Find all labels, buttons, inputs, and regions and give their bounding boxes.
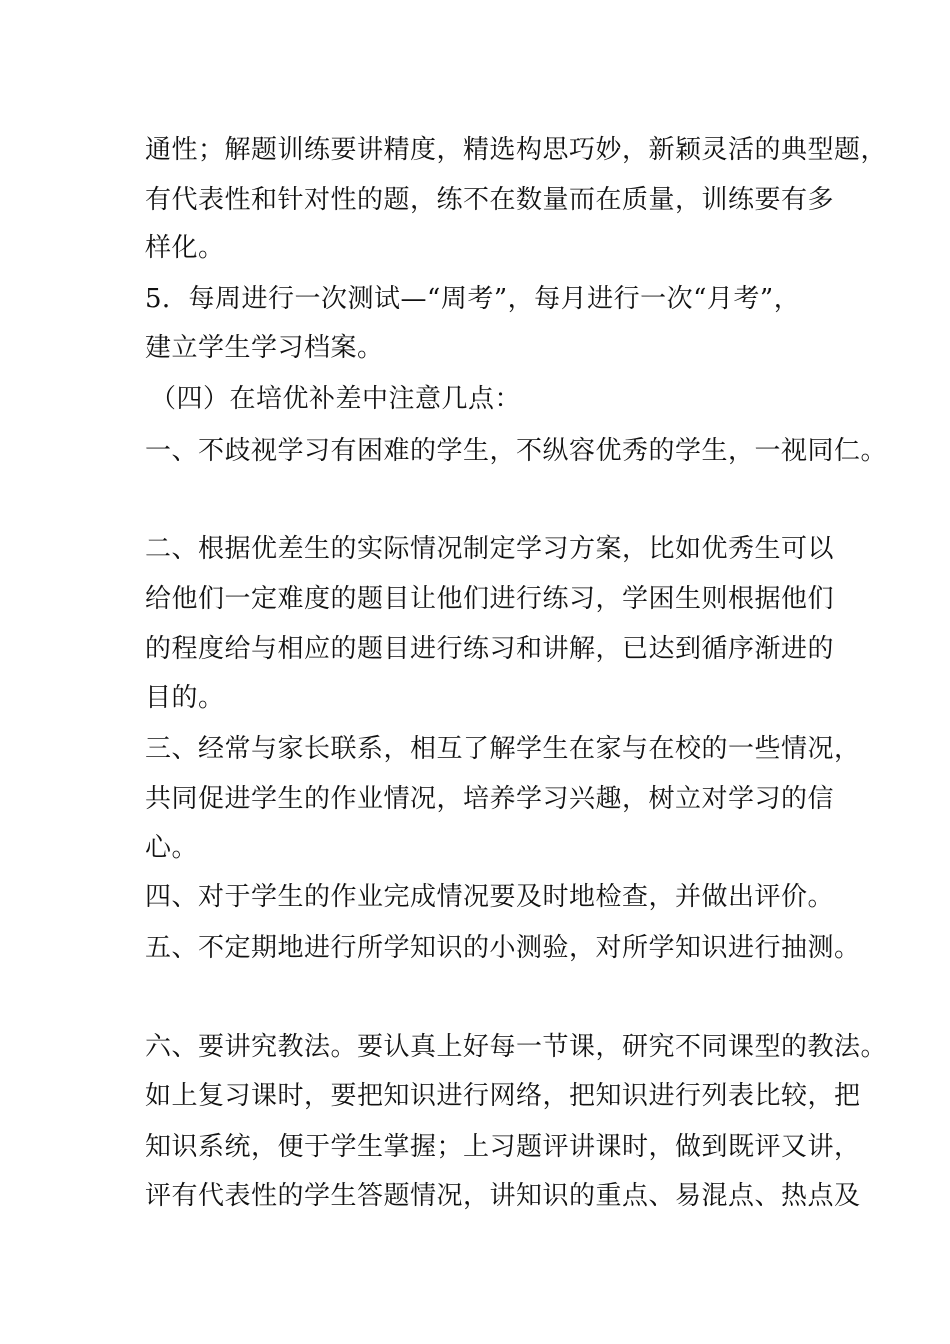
text-line: 建立学生学习档案。	[145, 333, 384, 363]
text-line: 评有代表性的学生答题情况，讲知识的重点、易混点、热点及	[145, 1181, 861, 1211]
text-line: 共同促进学生的作业情况，培养学习兴趣，树立对学习的信	[145, 784, 835, 814]
text-line: 样化。	[145, 233, 225, 263]
text-line: 有代表性和针对性的题，练不在数量而在质量，训练要有多	[145, 185, 835, 215]
text-line: 如上复习课时，要把知识进行网络，把知识进行列表比较，把	[145, 1081, 861, 1111]
text-line: 5．每周进行一次测试—“周考”，每月进行一次“月考”，	[145, 284, 801, 314]
text-line: 三、经常与家长联系，相互了解学生在家与在校的一些情况，	[145, 734, 861, 764]
text-line: 给他们一定难度的题目让他们进行练习，学困生则根据他们	[145, 584, 835, 614]
text-line: 通性；解题训练要讲精度，精选构思巧妙，新颖灵活的典型题，	[145, 135, 888, 165]
text-line: 知识系统，便于学生掌握；上习题评讲课时，做到既评又讲，	[145, 1132, 861, 1162]
text-line: 目的。	[145, 683, 225, 713]
text-line: 的程度给与相应的题目进行练习和讲解，已达到循序渐进的	[145, 634, 835, 664]
text-line: 心。	[145, 833, 199, 863]
section-heading: （四）在培优补差中注意几点：	[150, 384, 522, 414]
text-line: 六、要讲究教法。要认真上好每一节课，研究不同课型的教法。	[145, 1032, 888, 1062]
text-line: 一、不歧视学习有困难的学生，不纵容优秀的学生，一视同仁。	[145, 436, 888, 466]
text-line: 五、不定期地进行所学知识的小测验，对所学知识进行抽测。	[145, 933, 861, 963]
text-line: 二、根据优差生的实际情况制定学习方案，比如优秀生可以	[145, 534, 835, 564]
text-line: 四、对于学生的作业完成情况要及时地检查，并做出评价。	[145, 882, 835, 912]
